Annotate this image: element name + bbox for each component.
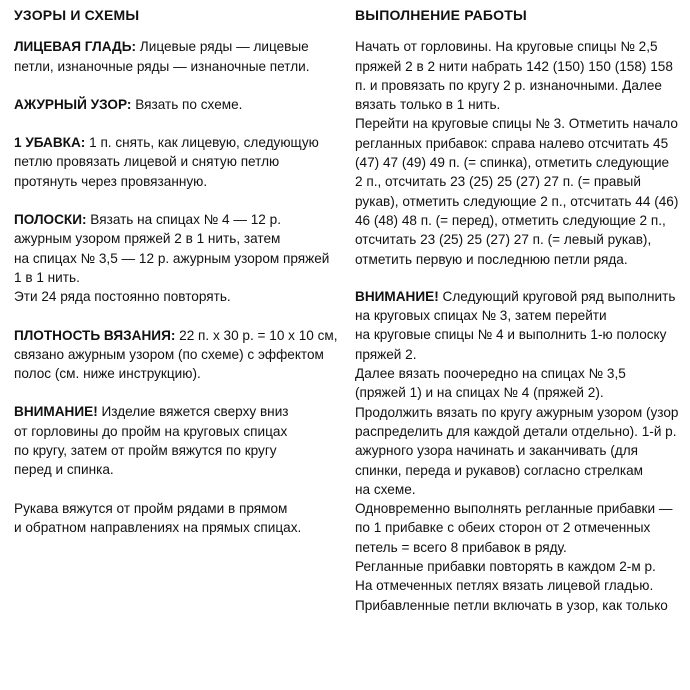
text-line: по 1 прибавке с обеих сторон от 2 отмеченных (355, 520, 651, 536)
text-line: отсчитать 23 (25) 25 (27) 27 п. (= левый рукав), (355, 232, 652, 248)
term-label: ВНИМАНИЕ! (14, 404, 98, 420)
text-span: Вязать по схеме. (131, 96, 243, 112)
text-line: по кругу, затем от пройм вяжутся по кругу (14, 443, 277, 459)
text-line: распределить для каждой детали отдельно). 1-й р. (355, 423, 677, 439)
text-line: ажурным узором пряжей 2 в 1 нить, затем (14, 231, 281, 247)
text-line: вязать только в 1 нить. (355, 97, 501, 113)
text-line: и обратном направлениях на прямых спицах. (14, 519, 302, 535)
text-line: рукав), отметить следующие 2 п., отсчитать 44 (46) (355, 193, 679, 209)
text-line: Продолжить вязать по кругу ажурным узором (узор (355, 404, 679, 420)
text-line: ажурного узора начинать и заканчивать (для (355, 443, 639, 459)
text-line: перед и спинка. (14, 462, 114, 478)
text-line: на спицах № 3,5 — 12 р. ажурным узором пряжей (14, 250, 330, 266)
paragraph-stripes (14, 210, 336, 306)
text-line: Регланные прибавки повторять в каждом 2-м р. (355, 559, 656, 575)
term-label: ПЛОТНОСТЬ ВЯЗАНИЯ: (14, 327, 176, 343)
text-line (14, 37, 336, 56)
text-line (355, 287, 683, 306)
text-line: пряжей 2 в 2 нити набрать 142 (150) 150 (158) 158 (355, 58, 673, 74)
text-line: на круговых спицах № 3, затем перейти (355, 308, 607, 324)
text-line: регланных прибавок: справа налево отсчитать 45 (355, 135, 669, 151)
text-line: протянуть через провязанную. (14, 173, 208, 189)
text-line: 2 п., отсчитать 23 (25) 25 (27) 27 п. (= правый (355, 174, 641, 190)
text-line: Рукава вяжутся от пройм рядами в прямом (14, 500, 288, 516)
text-line: п. и провязать по кругу 2 р. изнаночными. Далее (355, 77, 662, 93)
text-line: связано ажурным узором (по схеме) с эффектом (14, 346, 324, 362)
section-heading-patterns: УЗОРЫ И СХЕМЫ (14, 7, 140, 23)
text-line: от горловины до пройм на круговых спицах (14, 423, 288, 439)
term-label: ПОЛОСКИ: (14, 212, 87, 228)
text-span: Следующий круговой ряд выполнить (438, 288, 676, 304)
text-line: полос (см. ниже инструкцию). (14, 366, 201, 382)
term-label: 1 УБАВКА: (14, 135, 86, 151)
term-label: АЖУРНЫЙ УЗОР: (14, 96, 132, 112)
paragraph-openwork (14, 95, 336, 114)
paragraph-stockinette (14, 37, 336, 76)
text-line: на круговые спицы № 4 и выполнить 1-ю полоску (355, 327, 667, 343)
text-span: Вязать на спицах № 4 — 12 р. (86, 212, 281, 228)
text-line: петель = всего 8 прибавок в ряду. (355, 539, 567, 555)
section-heading-work: ВЫПОЛНЕНИЕ РАБОТЫ (355, 7, 527, 23)
text-line: Начать от горловины. На круговые спицы № 2,5 (355, 39, 658, 55)
text-line: на схеме. (355, 481, 416, 497)
text-span: 1 п. снять, как лицевую, следующую (85, 135, 319, 151)
paragraph-attention (14, 402, 336, 479)
text-span: Лицевые ряды — лицевые (136, 39, 309, 55)
text-line: Прибавленные петли включать в узор, как только (355, 597, 668, 613)
text-line: отметить первую и последнюю петли ряда. (355, 251, 628, 267)
text-span: Изделие вяжется сверху вниз (97, 404, 289, 420)
text-line: На отмеченных петлях вязать лицевой гладью. (355, 578, 654, 594)
text-line: 1 в 1 нить. (14, 269, 80, 285)
text-line: 46 (48) 48 п. (= перед), отметить следующие 2 п., (355, 212, 666, 228)
paragraph-sleeves (14, 499, 336, 538)
text-line (14, 402, 336, 421)
text-line: (пряжей 1) и на спицах № 4 (пряжей 2). (355, 385, 604, 401)
text-line (14, 210, 336, 229)
text-line: Эти 24 ряда постоянно повторять. (14, 289, 231, 305)
text-line: петли, изнаночные ряды — изнаночные петли. (14, 58, 310, 74)
paragraph-attention-right (355, 287, 683, 615)
right-column (355, 6, 683, 633)
text-line: Далее вязать поочередно на спицах № 3,5 (355, 366, 626, 382)
text-line: пряжей 2. (355, 346, 417, 362)
text-line (14, 95, 336, 114)
text-line (14, 326, 336, 345)
text-line: Перейти на круговые спицы № 3. Отметить начало (355, 116, 678, 132)
text-span: 22 п. х 30 р. = 10 х 10 см, (175, 327, 338, 343)
term-label: ЛИЦЕВАЯ ГЛАДЬ: (14, 39, 137, 55)
term-label: ВНИМАНИЕ! (355, 288, 439, 304)
text-line (14, 133, 336, 152)
text-line: Одновременно выполнять регланные прибавки — (355, 501, 673, 517)
left-column (14, 6, 336, 556)
paragraph-start-neckline (355, 37, 683, 269)
paragraph-gauge (14, 326, 336, 384)
paragraph-decrease (14, 133, 336, 191)
text-line: петлю провязать лицевой и снятую петлю (14, 154, 280, 170)
text-line: спинки, переда и рукавов) согласно стрелкам (355, 462, 643, 478)
text-line: (47) 47 (49) 49 п. (= спинка), отметить следующие (355, 155, 670, 171)
